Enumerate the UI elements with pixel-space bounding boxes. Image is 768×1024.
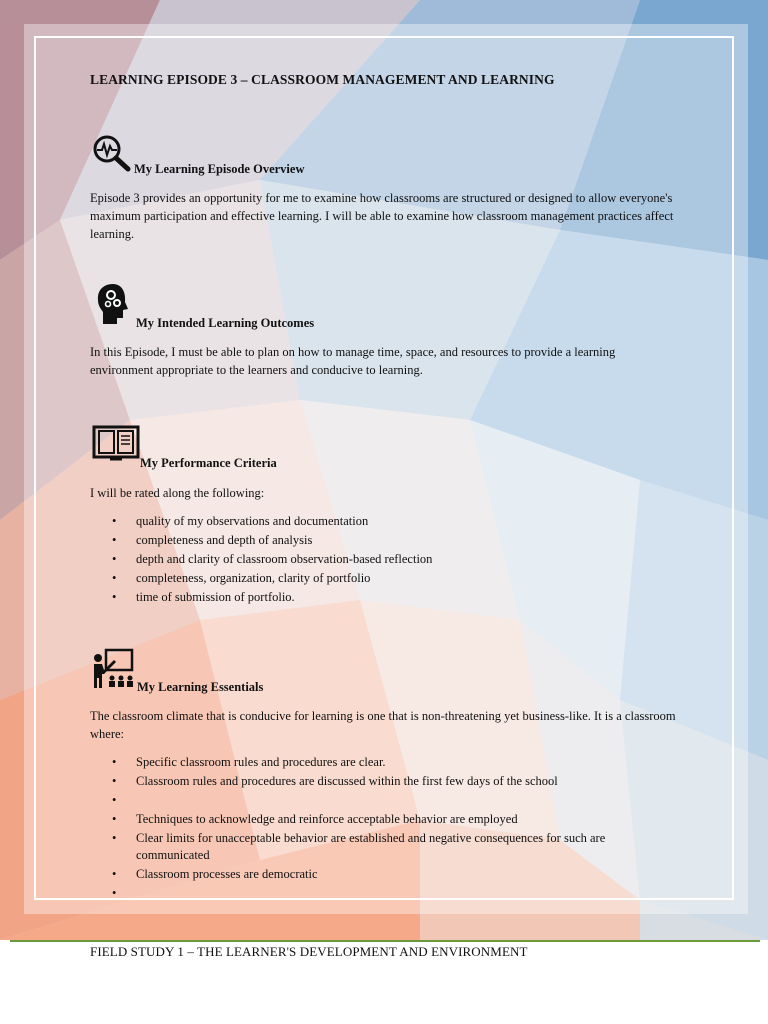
list-item [90,885,670,902]
head-gears-icon [95,282,131,326]
list-item: • completeness and depth of analysis [90,532,670,549]
list-item: • depth and clarity of classroom observation-based reflection [90,551,670,568]
magnifier-pulse-icon [92,134,132,172]
footer-divider [10,940,760,942]
page-footer: FIELD STUDY 1 – THE LEARNER'S DEVELOPMENT AND ENVIRONMENT [90,944,528,959]
list-item: • quality of my observations and documentation [90,513,670,530]
teacher-board-icon [92,648,136,690]
list-item: • Classroom rules and procedures are discussed within the first few days of the school [90,773,670,790]
overview-text: Episode 3 provides an opportunity for me to examine how classrooms are structured or designed to allow everyone's maximum participation and effective learning. I will be able to examine how classroom management practices affect learning. [90,191,674,241]
list-item: • Specific classroom rules and procedures are clear. [90,754,670,771]
essentials-list [90,754,670,904]
essentials-heading: My Learning Essentials [137,680,264,694]
criteria-intro: I will be rated along the following: [90,486,265,500]
outcomes-text: In this Episode, I must be able to plan on how to manage time, space, and resources to provide a learning environment appropriate to the learners and conducive to learning. [90,345,616,377]
open-book-icon [92,425,140,463]
list-item [90,792,670,809]
list-item: • Clear limits for unacceptable behavior are established and negative consequences for such are communicated [90,830,670,864]
outcomes-heading: My Intended Learning Outcomes [136,316,315,330]
criteria-list [90,513,670,608]
overview-heading: My Learning Episode Overview [134,162,305,176]
criteria-heading: My Performance Criteria [140,456,277,470]
list-item: • Techniques to acknowledge and reinforce acceptable behavior are employed [90,811,670,828]
list-item: • Classroom processes are democratic [90,866,670,883]
page-title: LEARNING EPISODE 3 – CLASSROOM MANAGEMENT AND LEARNING [90,72,555,87]
essentials-intro: The classroom climate that is conducive for learning is one that is non-threatening yet business-like. It is a classroom where: [90,709,676,741]
list-item: • time of submission of portfolio. [90,589,670,606]
list-item: • completeness, organization, clarity of portfolio [90,570,670,587]
